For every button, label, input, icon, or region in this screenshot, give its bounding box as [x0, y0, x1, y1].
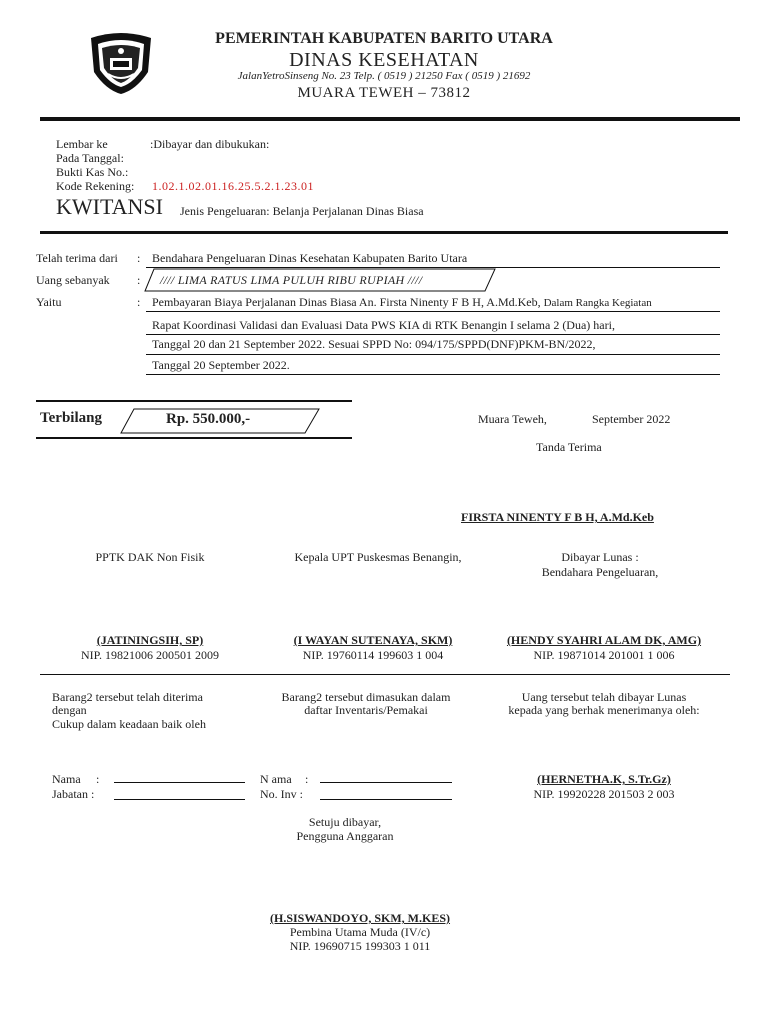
pptk-title: PPTK DAK Non Fisik — [95, 550, 205, 564]
yaitu-line-3: Tanggal 20 dan 21 September 2022. Sesuai SPPD No: 094/175/SPPD(DNF)PKM-BN/2022, — [152, 337, 596, 351]
header-divider — [40, 117, 740, 121]
regency-emblem-icon — [86, 32, 156, 96]
approval-line-2: Pengguna Anggaran — [296, 829, 394, 843]
uang-label: Uang sebanyak — [36, 273, 110, 287]
col1-line-1: Barang2 tersebut telah diterima — [52, 690, 203, 704]
yaitu-underline-2 — [146, 334, 720, 335]
nama2-label: N ama — [260, 772, 292, 786]
yaitu-line-1 — [152, 295, 652, 310]
header-address: JalanYetroSinseng No. 23 Telp. ( 0519 ) 21250 Fax ( 0519 ) 21692 — [237, 70, 531, 82]
col2-line-2: daftar Inventaris/Pemakai — [304, 703, 428, 717]
title-divider — [40, 231, 728, 234]
recipient-name: FIRSTA NINENTY F B H, A.Md.Keb — [461, 510, 654, 524]
amount-value: Rp. 550.000,- — [166, 411, 251, 427]
noinv-label: No. Inv : — [260, 787, 303, 801]
pay-nip: NIP. 19920228 201503 2 003 — [533, 787, 675, 801]
lembar-value: :Dibayar dan dibukukan: — [150, 137, 270, 151]
place-city: Muara Teweh, — [478, 412, 547, 426]
col1-line-3: Cukup dalam keadaan baik oleh — [52, 717, 206, 731]
bendahara-title-1: Dibayar Lunas : — [561, 550, 639, 564]
col3-line-2: kepada yang berhak menerimanya oleh: — [508, 703, 700, 717]
amount-label: Terbilang — [40, 410, 102, 426]
yaitu-line-2: Rapat Koordinasi Validasi dan Evaluasi Data PWS KIA di RTK Benangin I selama 2 (Dua) hari, — [152, 318, 615, 332]
noinv-field-line — [320, 799, 452, 800]
terima-value: Bendahara Pengeluaran Dinas Kesehatan Kabupaten Barito Utara — [152, 251, 468, 265]
approval-nip: NIP. 19690715 199303 1 011 — [289, 939, 431, 953]
terima-colon: : — [137, 251, 141, 265]
amount-top-rule — [36, 400, 352, 402]
header-government: PEMERINTAH KABUPATEN BARITO UTARA — [215, 30, 553, 47]
amount-bottom-rule — [36, 437, 352, 439]
approval-name: (H.SISWANDOYO, SKM, M.KES) — [269, 911, 451, 925]
pptk-nip: NIP. 19821006 200501 2009 — [80, 648, 219, 662]
tanda-terima: Tanda Terima — [536, 440, 602, 454]
col1-line-2: dengan — [52, 703, 87, 717]
kode-rekening-label: Kode Rekening: — [56, 179, 135, 193]
approval-rank: Pembina Utama Muda (IV/c) — [289, 925, 431, 939]
jabatan-field-line — [114, 799, 245, 800]
lower-divider — [40, 674, 730, 675]
yaitu-line-4: Tanggal 20 September 2022. — [152, 358, 290, 372]
yaitu-colon: : — [137, 295, 141, 309]
jenis-pengeluaran: Jenis Pengeluaran: Belanja Perjalanan Dinas Biasa — [180, 204, 424, 218]
bukti-kas-label: Bukti Kas No.: — [56, 165, 129, 179]
lembar-label: Lembar ke — [56, 137, 108, 151]
col2-line-1: Barang2 tersebut dimasukan dalam — [281, 690, 451, 704]
nama-label: Nama — [52, 772, 81, 786]
yaitu-underline-1 — [146, 311, 720, 312]
pay-name: (HERNETHA.K, S.Tr.Gz) — [537, 772, 671, 786]
jabatan-label: Jabatan : — [52, 787, 95, 801]
terima-label: Telah terima dari — [36, 251, 118, 265]
bendahara-nip: NIP. 19871014 201001 1 006 — [533, 648, 675, 662]
yaitu-line-1-text: Pembayaran Biaya Perjalanan Dinas Biasa An. Firsta Ninenty F B H, A.Md.Keb, — [152, 295, 541, 309]
nama-colon: : — [96, 772, 100, 786]
nama2-colon: : — [305, 772, 309, 786]
place-date: September 2022 — [592, 412, 671, 426]
yaitu-underline-4 — [146, 374, 720, 375]
kepala-nip: NIP. 19760114 199603 1 004 — [302, 648, 444, 662]
uang-colon: : — [137, 273, 141, 287]
yaitu-label: Yaitu — [36, 295, 62, 309]
header-department: DINAS KESEHATAN — [289, 49, 479, 71]
kepala-title: Kepala UPT Puskesmas Benangin, — [294, 550, 462, 564]
nama2-field-line — [320, 782, 452, 783]
kode-rekening-value: 1.02.1.02.01.16.25.5.2.1.23.01 — [152, 179, 314, 193]
bendahara-title-2: Bendahara Pengeluaran, — [541, 565, 659, 579]
col3-line-1: Uang tersebut telah dibayar Lunas — [521, 690, 687, 704]
kepala-name: (I WAYAN SUTENAYA, SKM) — [293, 633, 453, 647]
bendahara-name: (HENDY SYAHRI ALAM DK, AMG) — [506, 633, 702, 647]
nama-field-line — [114, 782, 245, 783]
pptk-name: (JATININGSIH, SP) — [96, 633, 204, 647]
kwitansi-title: KWITANSI — [56, 194, 163, 219]
uang-value: //// LIMA RATUS LIMA PULUH RIBU RUPIAH //// — [160, 273, 423, 287]
yaitu-line-1-small: Dalam Rangka Kegiatan — [543, 297, 652, 309]
approval-line-1: Setuju dibayar, — [308, 815, 382, 829]
header-city: MUARA TEWEH – 73812 — [297, 85, 471, 101]
tanggal-label: Pada Tanggal: — [56, 151, 124, 165]
yaitu-underline-3 — [146, 354, 720, 355]
